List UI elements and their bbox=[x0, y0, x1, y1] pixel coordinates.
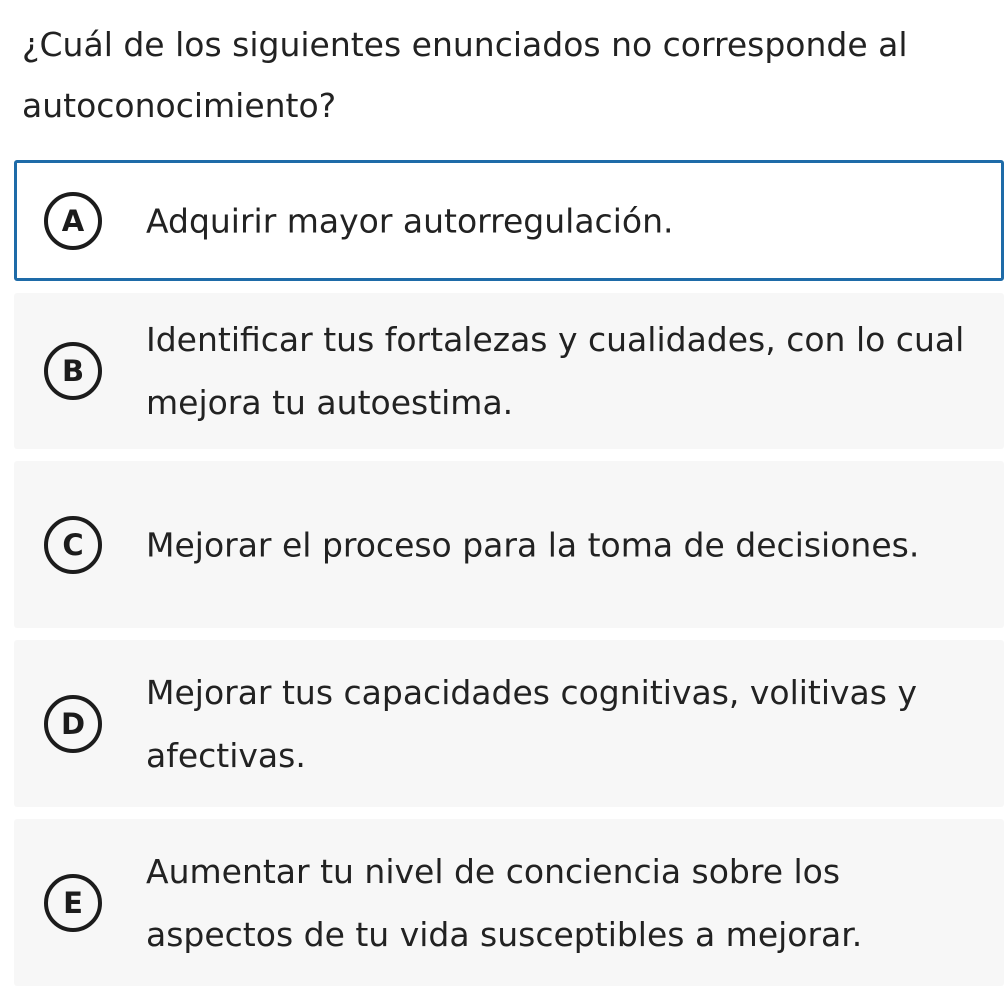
option-letter-b: B bbox=[44, 342, 102, 400]
option-text-b: Identificar tus fortalezas y cualidades, con lo cual mejora tu autoestima. bbox=[146, 320, 965, 422]
option-text-a: Adquirir mayor autorregulación. bbox=[146, 201, 674, 240]
option-b[interactable] bbox=[14, 293, 1004, 449]
question-text: ¿Cuál de los siguientes enunciados no corresponde al autoconocimiento? bbox=[22, 25, 908, 125]
option-letter-c: C bbox=[44, 516, 102, 574]
option-letter-e: E bbox=[44, 874, 102, 932]
option-text-d: Mejorar tus capacidades cognitivas, volitivas y afectivas. bbox=[146, 672, 917, 775]
option-d[interactable] bbox=[14, 640, 1004, 807]
option-letter-a: A bbox=[44, 192, 102, 250]
answer-options bbox=[14, 160, 1004, 998]
option-c[interactable] bbox=[14, 461, 1004, 628]
option-letter-d: D bbox=[44, 695, 102, 753]
option-e[interactable] bbox=[14, 819, 1004, 986]
option-text-c: Mejorar el proceso para la toma de decisiones. bbox=[146, 525, 920, 564]
option-text-e: Aumentar tu nivel de conciencia sobre los aspectos de tu vida susceptibles a mejorar. bbox=[146, 851, 863, 954]
option-a[interactable] bbox=[14, 160, 1004, 281]
